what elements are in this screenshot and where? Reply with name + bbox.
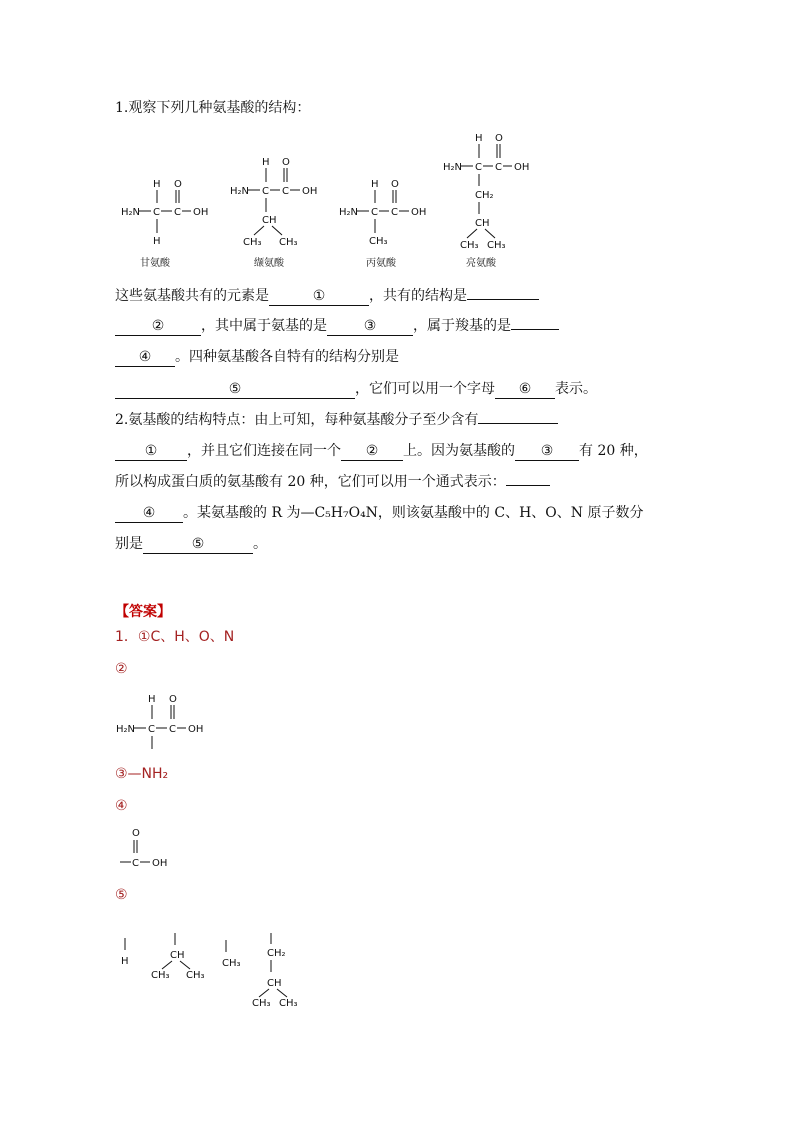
q1-blank-2-start[interactable] [467,299,539,300]
ans-c1: C [148,724,155,735]
q2-blank-1[interactable]: ① [115,442,187,461]
valine-structure [230,157,317,248]
leu-ch3-right: CH₃ [487,240,506,251]
gly-o-top: O [174,179,182,190]
q1-blank-4-start[interactable] [511,329,559,330]
answer-4-label: ④ [115,798,128,814]
gly-h-top: H [153,179,161,190]
q1-text-letter: ，它们可以用一个字母 [355,381,495,397]
q1-text-unique: 。四种氨基酸各自特有的结构分别是 [175,349,399,365]
val-ch3-left: CH₃ [243,237,262,248]
q1-line-3 [115,347,399,367]
ans-h-top: H [148,694,156,705]
ala-ch3: CH₃ [369,236,388,247]
answer-title: 【答案】 [115,604,171,620]
q2-line-4 [115,503,643,523]
answer-r-groups [115,925,315,1010]
glycine-name: 甘氨酸 [140,258,170,269]
answer-common-structure [112,690,212,750]
q1-text-elements: 这些氨基酸共有的元素是 [115,288,269,304]
r-leu-ch3-right: CH₃ [279,998,298,1009]
ala-h2n: H₂N [339,207,359,218]
r-leu-ch3-left: CH₃ [252,998,271,1009]
q1-text-express: 表示。 [555,381,597,397]
leu-c2: C [495,162,502,173]
ala-c2: C [391,207,398,218]
ans-h2n: H₂N [116,724,136,735]
q2-text-r-group: 。某氨基酸的 R 为—C₅H₇O₄N，则该氨基酸中的 C、H、O、N 原子数分 [183,505,644,521]
q1-line-4 [115,379,597,399]
leu-oh: OH [514,162,530,173]
carb-oh: OH [152,858,168,869]
ans-oh: OH [188,724,204,735]
gly-h-bottom: H [153,236,161,247]
q2-blank-1-start[interactable] [478,423,558,424]
answer-1: 1．①C、H、O、N [115,629,235,645]
val-h2n: H₂N [230,186,250,197]
q1-line-1 [115,286,539,306]
q2-text-are: 别是 [115,536,143,552]
q2-text-intro: 2.氨基酸的结构特点：由上可知，每种氨基酸分子至少含有 [115,412,479,428]
alanine-name: 丙氨酸 [366,258,396,269]
q1-blank-4[interactable]: ④ [115,348,175,367]
q1-blank-6[interactable]: ⑥ [495,380,555,399]
q2-blank-4-start[interactable] [506,485,550,486]
val-c2: C [282,186,289,197]
gly-c1: C [153,207,160,218]
r-h: H [121,956,129,967]
valine-name: 缬氨酸 [254,258,284,269]
r-val-ch3-right: CH₃ [186,970,205,981]
r-ala-ch3: CH₃ [222,958,241,969]
leu-ch2: CH₂ [475,190,494,201]
q2-text-because: 上。因为氨基酸的 [403,443,515,459]
gly-h2n: H₂N [121,207,141,218]
r-val-ch: CH [170,950,185,961]
q1-intro: 1.观察下列几种氨基酸的结构： [115,100,311,116]
r-leu-ch2: CH₂ [267,948,286,959]
answer-2-label: ② [115,661,128,677]
leu-h2n: H₂N [443,162,463,173]
carb-c: C [132,858,139,869]
q1-text-amino: ，其中属于氨基的是 [201,318,327,334]
q2-text-end: 。 [253,536,267,552]
ala-oh: OH [411,207,427,218]
val-o-top: O [282,157,290,168]
gly-oh: OH [193,207,209,218]
answer-3: ③—NH₂ [115,766,169,782]
q2-text-20-kinds: 有 20 种， [579,443,648,459]
r-leu-ch: CH [267,978,282,989]
ala-c1: C [371,207,378,218]
val-ch3-right: CH₃ [279,237,298,248]
q2-blank-5[interactable]: ⑤ [143,535,253,554]
leu-h-top: H [475,133,483,144]
leu-ch3-left: CH₃ [460,240,479,251]
glycine-structure [121,179,208,247]
q1-line-2 [115,316,559,336]
q2-line-1 [115,410,558,430]
q2-blank-2[interactable]: ② [341,442,403,461]
ans-c2: C [169,724,176,735]
alanine-structure [339,179,426,247]
val-ch: CH [262,215,277,226]
q1-blank-1[interactable]: ① [269,287,369,306]
q2-blank-3[interactable]: ③ [515,442,579,461]
q1-text-carboxyl: ，属于羧基的是 [413,318,511,334]
carb-o: O [132,828,140,839]
leucine-name: 亮氨酸 [466,258,496,269]
ala-o-top: O [391,179,399,190]
ala-h-top: H [371,179,379,190]
q1-blank-2[interactable]: ② [115,317,201,336]
q2-line-5 [115,534,267,554]
val-oh: OH [302,186,318,197]
answer-5-label: ⑤ [115,887,128,903]
gly-c2: C [174,207,181,218]
q1-text-common-structure: ，共有的结构是 [369,288,467,304]
val-h-top: H [262,157,270,168]
q1-blank-5[interactable]: ⑤ [115,380,355,399]
amino-acid-structures [110,128,550,278]
q1-blank-3[interactable]: ③ [327,317,413,336]
r-val-ch3-left: CH₃ [151,970,170,981]
val-c1: C [262,186,269,197]
leu-c1: C [475,162,482,173]
q2-text-general-formula: 所以构成蛋白质的氨基酸有 20 种，它们可以用一个通式表示： [115,474,506,490]
leucine-structure [443,133,529,251]
q2-text-connect: ，并且它们连接在同一个 [187,443,341,459]
ans-o-top: O [169,694,177,705]
leu-ch: CH [475,218,490,229]
q2-line-2 [115,441,648,461]
answer-carboxyl-structure [115,824,185,874]
q2-blank-4[interactable]: ④ [115,504,183,523]
leu-o-top: O [495,133,503,144]
q2-line-3 [115,472,550,492]
